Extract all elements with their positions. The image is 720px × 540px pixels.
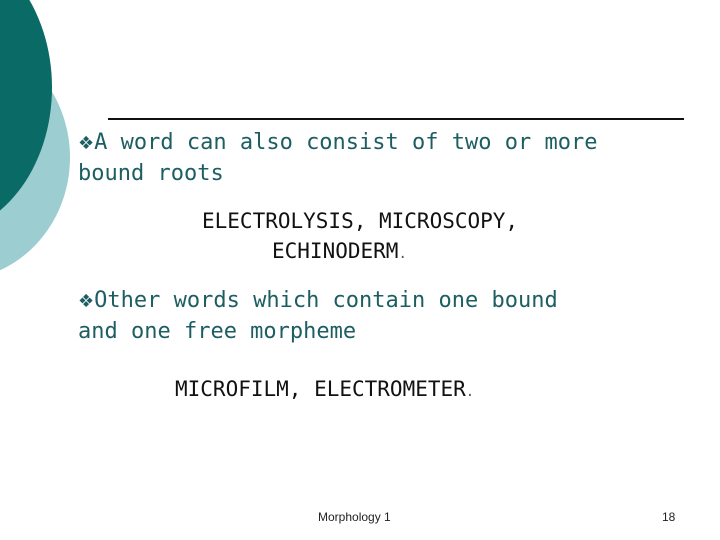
- diamond-bullet-icon: ❖: [78, 133, 95, 154]
- page-number: 18: [662, 510, 676, 524]
- footer-title: Morphology 1: [318, 510, 391, 524]
- example-line: ELECTROLYSIS, MICROSCOPY,: [202, 209, 519, 233]
- example-period: .: [465, 384, 475, 400]
- bullet-text-line1: Other words which contain one bound: [94, 288, 558, 313]
- example-line: ECHINODERM.: [272, 239, 407, 263]
- diamond-bullet-icon: ❖: [78, 291, 95, 312]
- example-line: MICROFILM, ELECTROMETER.: [175, 377, 475, 401]
- example-period: .: [398, 246, 407, 262]
- bullet-text-line1: A word can also consist of two or more: [94, 130, 598, 155]
- bullet-bound-roots: [78, 128, 678, 189]
- bullet-bound-free: [78, 286, 678, 347]
- title-rule: [108, 118, 684, 120]
- bullet-text-line2: and one free morpheme: [78, 319, 357, 344]
- bullet-text-line2: bound roots: [78, 161, 224, 186]
